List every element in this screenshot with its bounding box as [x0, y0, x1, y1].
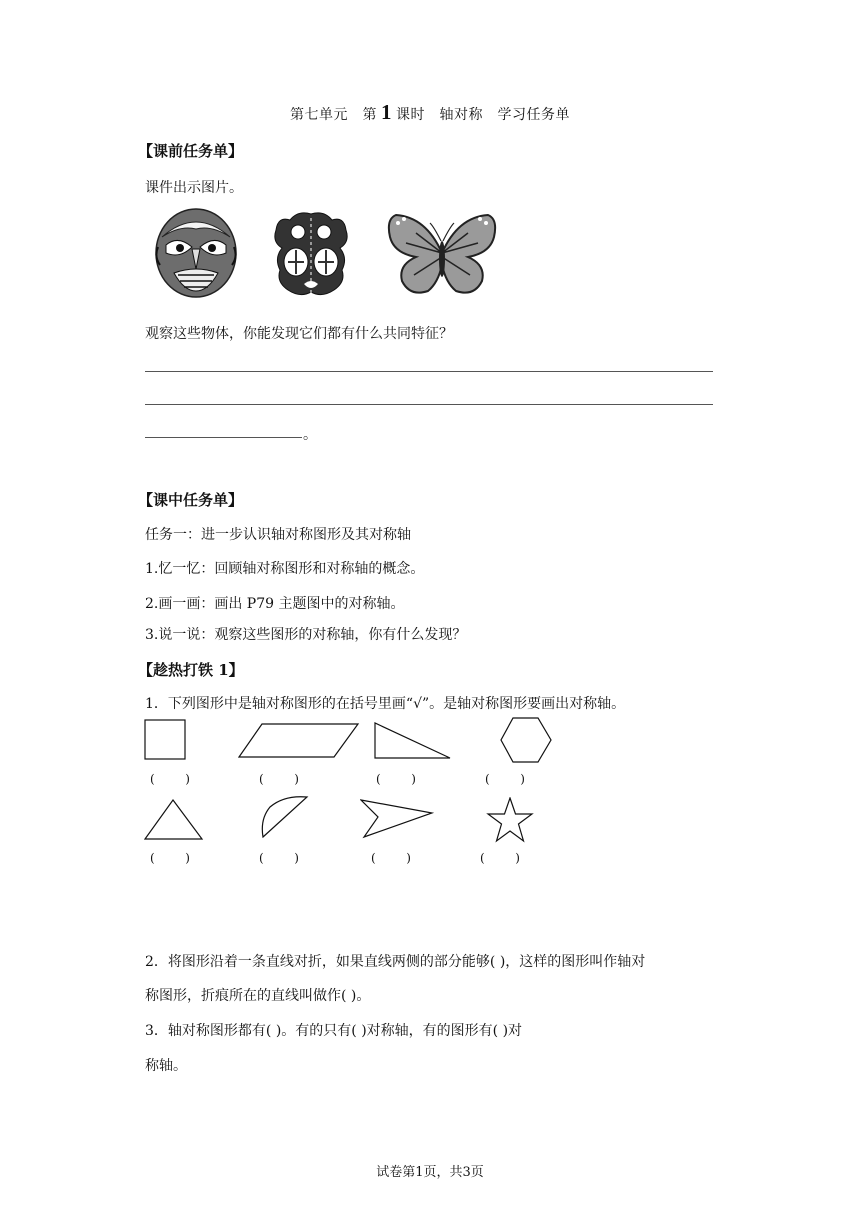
star-shape — [486, 797, 534, 843]
title-suffix: 课时 轴对称 学习任务单 — [396, 107, 570, 123]
hexagon-shape — [500, 717, 552, 763]
answer-paren-2[interactable]: ( ) — [259, 772, 299, 786]
square-shape — [144, 719, 188, 761]
page-footer: 试卷第1页，共3页 — [376, 1165, 484, 1180]
pre-class-heading: 【课前任务单】 — [138, 142, 244, 160]
question-3-line-2: 称轴。 — [145, 1058, 187, 1074]
question-3-line-1: 3．轴对称图形都有( )。有的只有( )对称轴，有的图形有( )对 — [145, 1023, 523, 1039]
answer-line-1[interactable] — [145, 371, 713, 372]
right-triangle-shape — [374, 722, 452, 760]
step3-text: 3.说一说：观察这些图形的对称轴，你有什么发现？ — [145, 627, 467, 643]
answer-paren-3[interactable]: ( ) — [376, 772, 416, 786]
parallelogram-shape — [238, 723, 360, 759]
question-2-line-2: 称图形，折痕所在的直线叫做作( )。 — [145, 988, 371, 1004]
question-1: 1．下列图形中是轴对称图形的在括号里画“√”。是轴对称图形要画出对称轴。 — [145, 696, 626, 712]
answer-line-3[interactable] — [145, 437, 302, 438]
pre-class-question: 观察这些物体，你能发现它们都有什么共同特征？ — [145, 326, 453, 342]
answer-end-mark: 。 — [303, 427, 317, 443]
answer-paren-6[interactable]: ( ) — [259, 851, 299, 865]
answer-paren-1[interactable]: ( ) — [150, 772, 190, 786]
pre-class-intro: 课件出示图片。 — [145, 180, 243, 196]
practice-heading: 【趁热打铁 1】 — [138, 661, 244, 679]
step1-text: 1.忆一忆：回顾轴对称图形和对称轴的概念。 — [145, 561, 425, 577]
in-class-heading: 【课中任务单】 — [138, 491, 244, 509]
paper-cut-icon — [268, 208, 354, 300]
arrow-shape — [360, 799, 434, 839]
answer-paren-5[interactable]: ( ) — [150, 851, 190, 865]
question-2-line-1: 2．将图形沿着一条直线对折，如果直线两侧的部分能够( )，这样的图形叫作轴对 — [145, 954, 646, 970]
opera-mask-icon — [152, 207, 240, 299]
lesson-number: 1 — [381, 100, 392, 124]
answer-paren-4[interactable]: ( ) — [485, 772, 525, 786]
fan-shape — [260, 795, 310, 839]
step2-text: 2.画一画：画出 P79 主题图中的对称轴。 — [145, 596, 405, 612]
page-title — [0, 100, 860, 125]
butterfly-icon — [386, 213, 498, 299]
triangle-shape — [144, 799, 204, 841]
task1-text: 任务一：进一步认识轴对称图形及其对称轴 — [145, 527, 411, 543]
answer-paren-7[interactable]: ( ) — [371, 851, 411, 865]
answer-paren-8[interactable]: ( ) — [480, 851, 520, 865]
answer-line-2[interactable] — [145, 404, 713, 405]
title-prefix: 第七单元 第 — [290, 107, 377, 123]
